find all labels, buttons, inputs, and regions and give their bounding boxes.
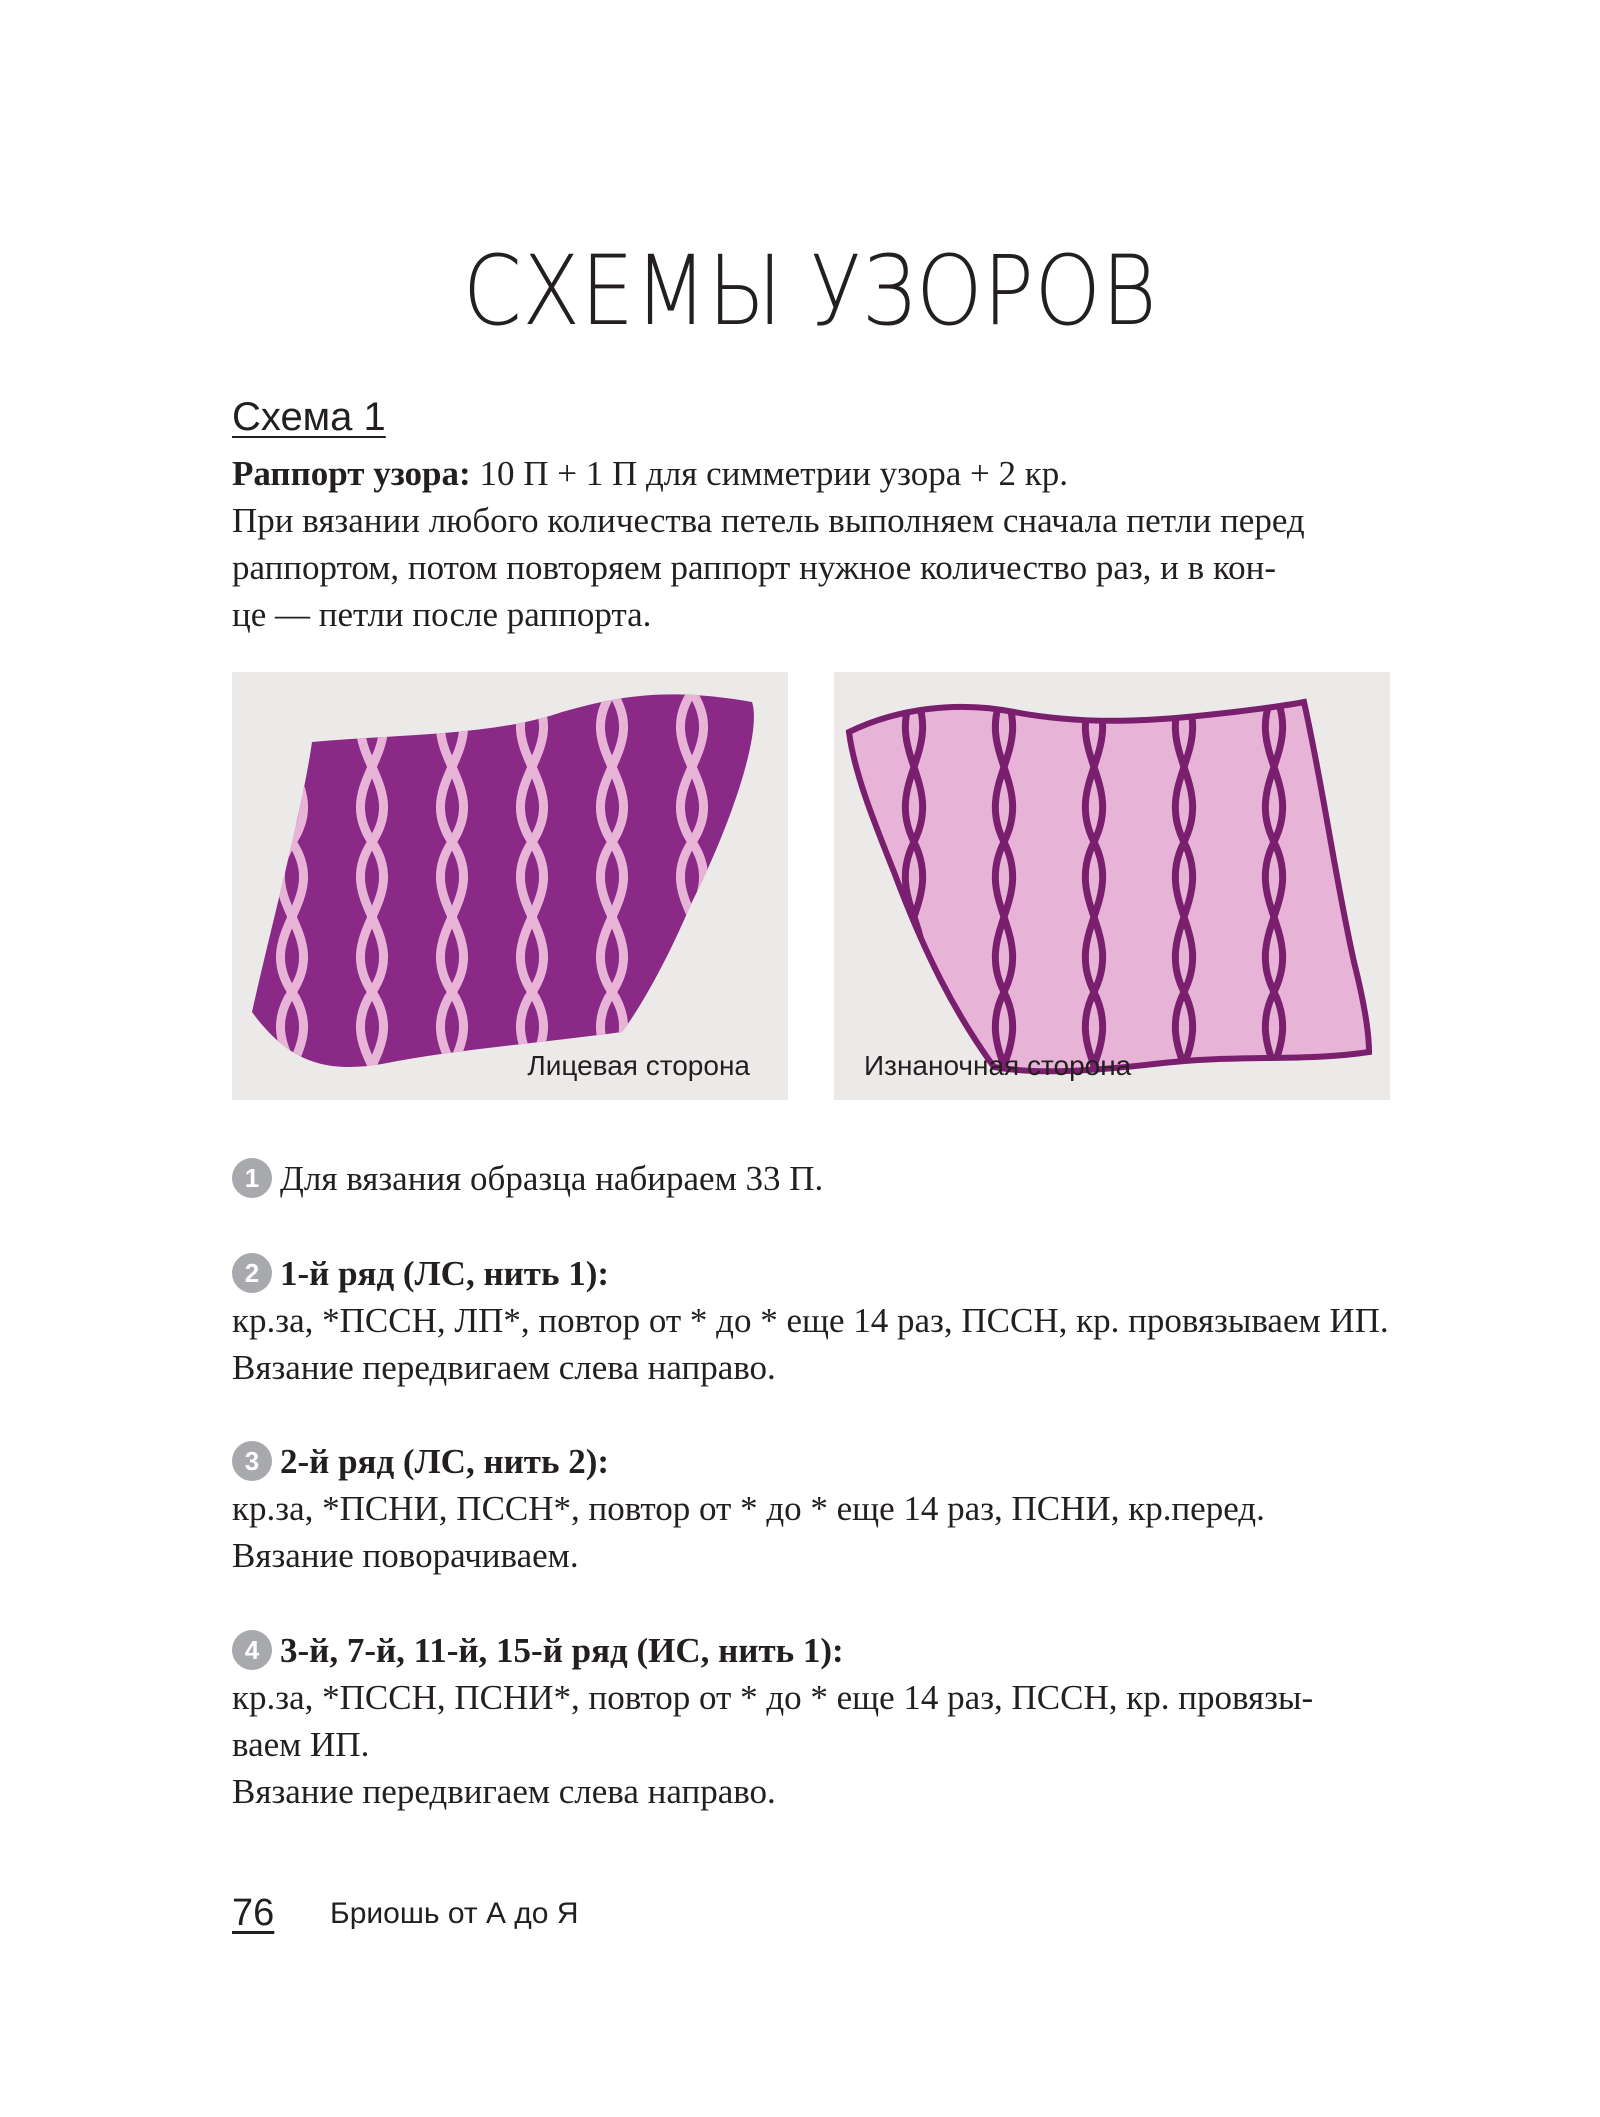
intro-line: При вязании любого количества петель выполняем сначала петли перед [232,501,1305,540]
rapport-value: 10 П + 1 П для симметрии узора + 2 кр. [470,454,1069,493]
step-heading: 1-й ряд (ЛС, нить 1): [280,1254,610,1293]
front-side-caption: Лицевая сторона [527,1050,750,1081]
step-line: кр.за, *ПССН, ЛП*, повтор от * до * еще 14 раз, ПССН, кр. провязываем ИП. [232,1301,1389,1340]
page-number: 76 [232,1892,275,1934]
running-footer-title: Бриошь от А до Я [330,1897,579,1930]
front-swatch-image [232,672,788,1100]
step-heading: 2-й ряд (ЛС, нить 2): [280,1442,610,1481]
step-line: Вязание передвигаем слева направо. [232,1348,776,1387]
step-text: Для вязания образца набираем 33 П. [280,1159,824,1198]
back-swatch-image [834,672,1390,1100]
step-heading: 3-й, 7-й, 11-й, 15-й ряд (ИС, нить 1): [280,1631,844,1670]
step-line: ваем ИП. [232,1725,370,1764]
step-2 [232,1250,1412,1391]
step-line: Вязание передвигаем слева направо. [232,1772,776,1811]
intro-line: це — петли после раппорта. [232,595,652,634]
step-number-badge: 1 [232,1158,272,1198]
front-side-photo [232,672,788,1100]
schema-heading: Схема 1 [232,395,386,439]
back-side-photo [834,672,1390,1100]
intro-paragraph [232,497,1402,638]
step-1 [232,1155,1412,1202]
rapport-line [232,450,1402,497]
step-3 [232,1438,1412,1579]
step-number-badge: 2 [232,1253,272,1293]
step-number-badge: 3 [232,1441,272,1481]
step-line: кр.за, *ПСНИ, ПССН*, повтор от * до * еще 14 раз, ПСНИ, кр.перед. [232,1489,1265,1528]
back-side-caption: Изнаночная сторона [864,1050,1132,1081]
rapport-label: Раппорт узора: [232,454,471,493]
step-4 [232,1627,1412,1815]
step-line: кр.за, *ПССН, ПСНИ*, повтор от * до * еще 14 раз, ПССН, кр. провязы- [232,1678,1314,1717]
step-line: Вязание поворачиваем. [232,1536,579,1575]
intro-line: раппортом, потом повторяем раппорт нужное количество раз, и в кон- [232,548,1277,587]
step-number-badge: 4 [232,1630,272,1670]
page-title: СХЕМЫ УЗОРОВ [462,235,1158,347]
